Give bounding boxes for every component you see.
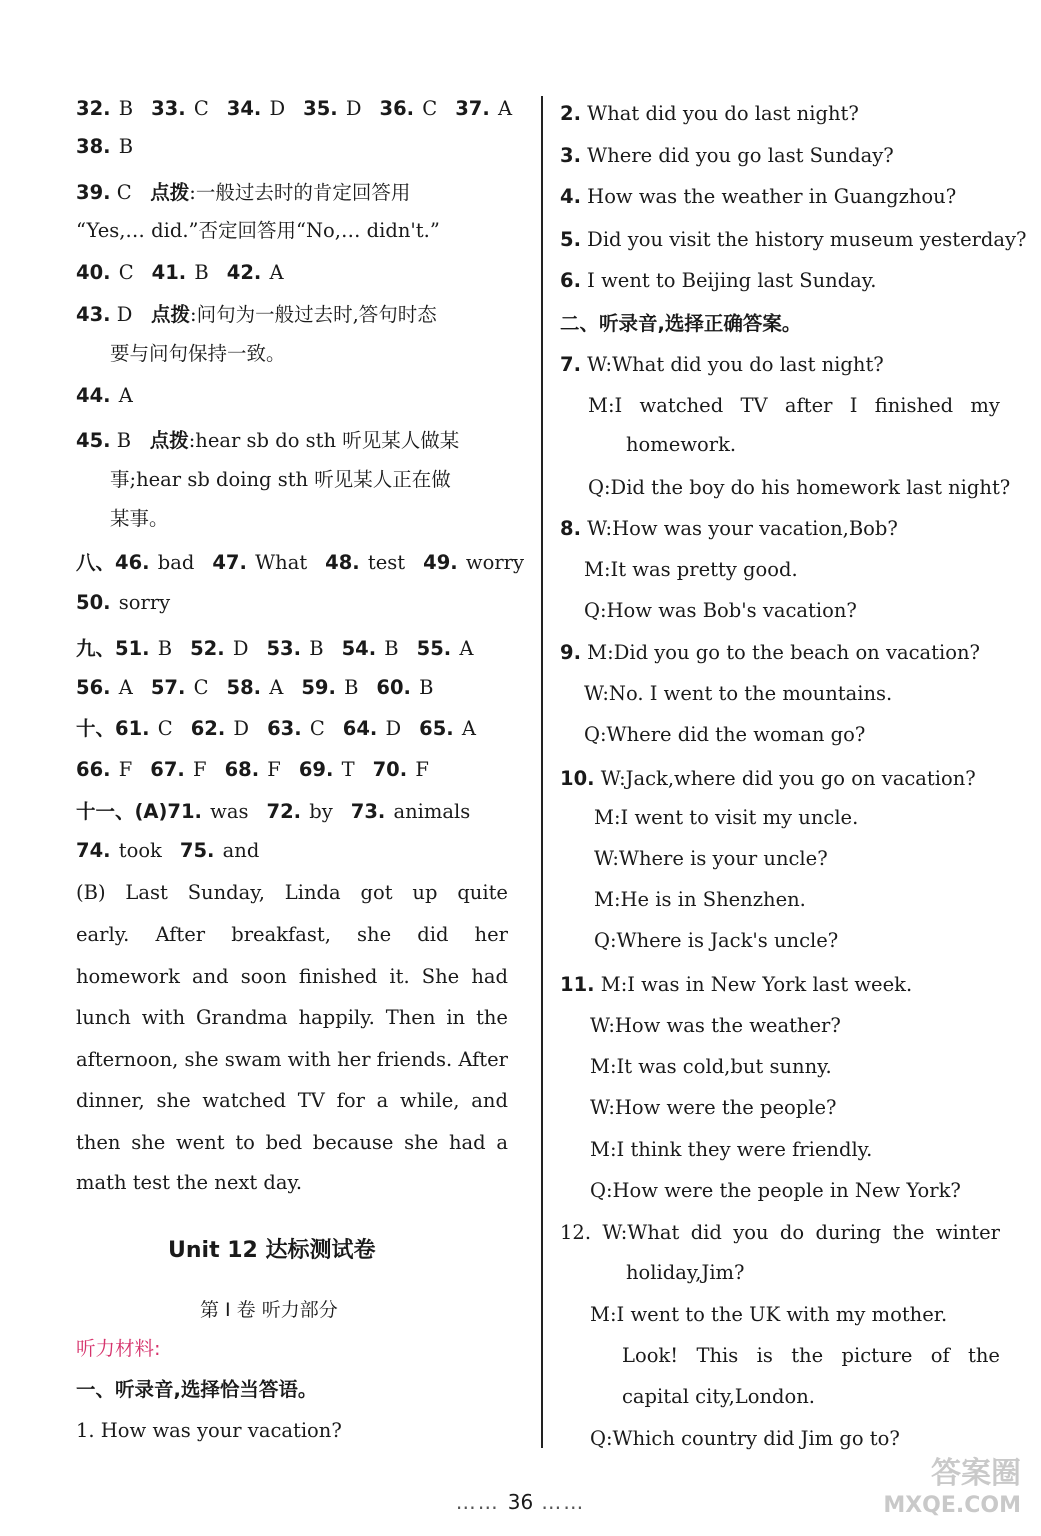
listening-line: M:I think they were friendly. [590, 1138, 873, 1161]
answer-item: 36. C [379, 97, 438, 120]
answer-item: 71. was [167, 800, 249, 823]
watermark-logo: 答案圈 MXQE.COM [883, 1456, 1021, 1518]
passage-line: (B) Last Sunday, Linda got up quite [76, 881, 508, 904]
passage-line: early. After breakfast, she did her [76, 923, 508, 946]
listening-line: M:I went to visit my uncle. [594, 806, 859, 829]
listening-line: 9. M:Did you go to the beach on vacation? [560, 641, 980, 664]
listening-line: capital city,London. [622, 1385, 816, 1408]
section-title: 第 Ⅰ 卷 听力部分 [200, 1299, 338, 1321]
answer-item: 38. B [76, 135, 134, 158]
hint-line: 事;hear sb doing sth 听见某人正在做 [110, 468, 451, 491]
answer-row-jiu: 九、51. B 52. D 53. B 54. B 55. A [76, 637, 474, 660]
page-footer: …… 36 …… [455, 1490, 586, 1514]
answer-item: 75. and [179, 839, 260, 862]
answer-item: 52. D [190, 637, 249, 660]
listening-line: Q:How were the people in New York? [590, 1179, 961, 1202]
page-number: 36 [507, 1490, 534, 1514]
listening-line: Q:Which country did Jim go to? [590, 1427, 900, 1450]
listening-line: M:He is in Shenzhen. [594, 888, 806, 911]
answer-row-43: 43. D 点拨:问句为一般过去时,答句时态 [76, 303, 437, 326]
listening-line: M:It was cold,but sunny. [590, 1055, 832, 1078]
answer-item: 34. D [226, 97, 286, 120]
listening-line: W:How were the people? [590, 1096, 837, 1119]
answer-item: 46. bad [115, 551, 195, 574]
answer-item: 69. T [298, 758, 355, 781]
listening-line: 2. What did you do last night? [560, 102, 859, 125]
listening-line: 12. W:What did you do during the winter [560, 1221, 1000, 1244]
unit-title: Unit 12 达标测试卷 [168, 1238, 376, 1263]
answer-item: 42. A [226, 261, 284, 284]
passage-line: afternoon, she swam with her friends. After [76, 1048, 508, 1071]
answer-item: 66. F [76, 758, 133, 781]
listening-line: Q:Where did the woman go? [584, 723, 866, 746]
answer-item: 55. A [416, 637, 474, 660]
answer-row-45: 45. B 点拨:hear sb do sth 听见某人做某 [76, 429, 460, 452]
answer-item: 48. test [325, 551, 406, 574]
listening-line: 8. W:How was your vacation,Bob? [560, 517, 898, 540]
listening-line: Q:How was Bob's vacation? [584, 599, 857, 622]
listening-line: homework. [626, 433, 737, 456]
listening-line: 11. M:I was in New York last week. [560, 973, 913, 996]
answer-item: 32. B [76, 97, 134, 120]
answer-row [76, 838, 277, 864]
listening-line: Q:Where is Jack's uncle? [594, 929, 839, 952]
answer-item: 44. A [76, 384, 133, 407]
listening-line: 3. Where did you go last Sunday? [560, 144, 894, 167]
passage-line: dinner, she watched TV for a while, and [76, 1089, 508, 1112]
answer-item: 73. animals [350, 800, 471, 823]
answer-row [76, 590, 188, 616]
answer-item: 60. B [376, 676, 434, 699]
listening-line: 4. How was the weather in Guangzhou? [560, 185, 957, 208]
hint-line: 要与问句保持一致。 [110, 342, 286, 365]
listening-line: M:It was pretty good. [584, 558, 798, 581]
answer-row [76, 675, 451, 701]
answer-row-39: 39. C 点拨:一般过去时的肯定回答用 [76, 181, 411, 204]
passage-line: lunch with Grandma happily. Then in the [76, 1006, 508, 1029]
listening-line: W:How was the weather? [590, 1014, 841, 1037]
answer-row [76, 383, 151, 409]
answer-item: 49. worry [423, 551, 524, 574]
answer-item: 65. A [419, 717, 476, 740]
answer-item: 64. D [342, 717, 402, 740]
answer-item: 35. D [303, 97, 362, 120]
passage-line: then she went to bed because she had a [76, 1131, 508, 1154]
answer-row-shiyi: 十一、(A)71. was 72. by 73. animals [76, 800, 471, 823]
listening-line: 二、听录音,选择正确答案。 [560, 312, 802, 335]
answer-item: 54. B [341, 637, 399, 660]
answer-row [76, 96, 530, 122]
answer-item: 72. by [266, 800, 333, 823]
listening-line: Look! This is the picture of the [622, 1344, 1000, 1367]
answer-item: 67. F [150, 758, 207, 781]
listening-line: W:Where is your uncle? [594, 847, 828, 870]
passage-line: math test the next day. [76, 1171, 303, 1194]
listening-line: M:I went to the UK with my mother. [590, 1303, 948, 1326]
answer-row [76, 134, 151, 160]
question-1: 1. How was your vacation? [76, 1419, 342, 1442]
answer-item: 33. C [151, 97, 209, 120]
answer-item: 58. A [226, 676, 284, 699]
listening-line: M:I watched TV after I finished my [588, 394, 1000, 417]
listening-line: 10. W:Jack,where did you go on vacation? [560, 767, 976, 790]
answer-item: 70. F [372, 758, 429, 781]
answer-row [76, 260, 302, 286]
answer-item: 62. D [190, 717, 250, 740]
hint-line: 某事。 [110, 507, 169, 530]
answer-row-shi: 十、61. C 62. D 63. C 64. D 65. A [76, 717, 476, 740]
listening-line: 5. Did you visit the history museum yesterday? [560, 228, 1027, 251]
answer-item: 50. sorry [76, 591, 171, 614]
listening-line: Q:Did the boy do his homework last night? [588, 476, 1011, 499]
answer-item: 56. A [76, 676, 133, 699]
answer-item: 59. B [301, 676, 359, 699]
answer-item: 74. took [76, 839, 162, 862]
part1-heading: 一、听录音,选择恰当答语。 [76, 1378, 318, 1401]
answer-item: 57. C [150, 676, 209, 699]
material-label: 听力材料: [76, 1337, 161, 1360]
answer-item: 47. What [212, 551, 308, 574]
hint-line: “Yes,… did.”否定回答用“No,… didn't.” [76, 219, 440, 242]
answer-item: 40. C [76, 261, 134, 284]
answer-row [76, 757, 447, 783]
column-divider [541, 96, 543, 1448]
listening-line: 6. I went to Beijing last Sunday. [560, 269, 877, 292]
listening-line: holiday,Jim? [626, 1261, 745, 1284]
answer-item: 37. A [455, 97, 513, 120]
answer-item: 63. C [267, 717, 325, 740]
answer-row-ba: 八、46. bad 47. What 48. test 49. worry [76, 551, 524, 574]
answer-item: 41. B [151, 261, 209, 284]
answer-item: 68. F [224, 758, 281, 781]
answer-item: 61. C [115, 717, 173, 740]
answer-item: 53. B [266, 637, 324, 660]
listening-line: 7. W:What did you do last night? [560, 353, 884, 376]
listening-line: W:No. I went to the mountains. [584, 682, 893, 705]
passage-line: homework and soon finished it. She had [76, 965, 508, 988]
answer-item: 51. B [115, 637, 173, 660]
